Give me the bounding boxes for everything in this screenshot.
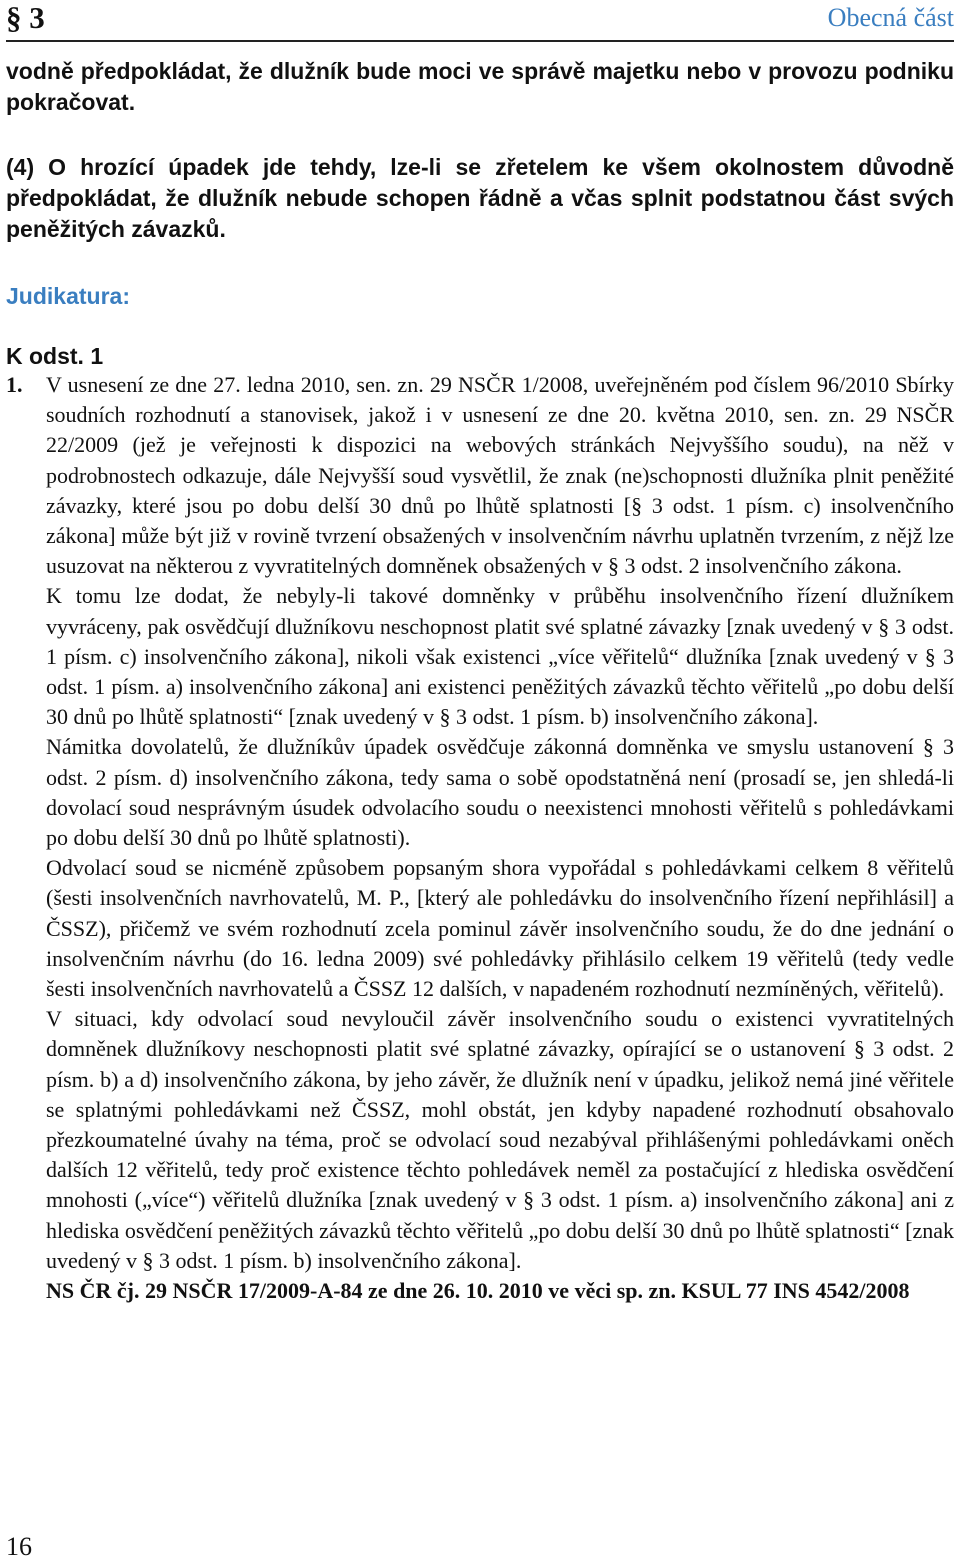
section-heading: K odst. 1 [6, 343, 104, 369]
judikatura-heading: Judikatura: [6, 283, 130, 309]
paragraph-4: (4) O hrozící úpadek jde tehdy, lze-li se zřetelem ke všem okolnostem důvodně předpokládat, že dlužník nebude schopen řádně a včas splnit podstatnou část svých peněžitých závazků. [6, 154, 954, 242]
item-number: 1. [6, 372, 23, 397]
judgment-paragraph: Odvolací soud se nicméně způsobem popsaným shora vypořádal s pohledávkami celkem 8 věřitelů (šesti insolvenčních navrhovatelů, M. P., [který ale pohledávku do insolvenčního řízení nepřihlásil] a ČSSZ), přičemž ve svém rozhodnutí zcela pominul závěr insolvenčního soudu, že do dne jednání o insolvenčním návrhu (do 16. ledna 2009) své pohledávky přihlásilo celkem 19 věřitelů (tedy vedle šesti insolvenčních navrhovatelů a ČSSZ 12 dalších, v napadeném rozhodnutí nezmíněných, věřitelů). [46, 855, 954, 1002]
page-number: 16 [6, 1532, 32, 1561]
judgment-body [46, 370, 954, 1306]
part-title: Obecná část [827, 3, 954, 32]
case-reference: NS ČR čj. 29 NSČR 17/2009-A-84 ze dne 26. 10. 2010 ve věci sp. zn. KSUL 77 INS 4542/2008 [46, 1278, 910, 1304]
judgment-paragraph: Námitka dovolatelů, že dlužníkův úpadek osvědčuje zákonná domněnka ve smyslu ustanovení § 3 odst. 2 písm. d) insolvenčního zákona, tedy sama o sobě opodstatněná není (prosadí se, jen shledá-li dovolací soud nesprávným úsudek odvolacího soudu o neexistenci mnohosti věřitelů s pohledávkami po dobu delší 30 dnů po lhůtě splatnosti). [46, 734, 954, 851]
section-number: § 3 [6, 0, 45, 35]
page-header [6, 0, 954, 42]
intro-text: vodně předpokládat, že dlužník bude moci ve správě majetku nebo v provozu podniku pokračovat. [6, 58, 954, 115]
judgment-paragraph: K tomu lze dodat, že nebyly-li takové domněnky v průběhu insolvenčního řízení dlužníkem vyvráceny, pak osvědčují dlužníkovu neschopnost platit své splatné závazky [znak uvedený v § 3 odst. 1 písm. c) insolvenčního zákona], nikoli však existenci „více věřitelů“ dlužníka [znak uvedený v § 3 odst. 1 písm. a) insolvenčního zákona] ani existenci peněžitých závazků těchto věřitelů „po dobu delší 30 dnů po lhůtě splatnosti“ [znak uvedený v § 3 odst. 1 písm. b) insolvenčního zákona]. [46, 583, 954, 730]
judgment-paragraph: V situaci, kdy odvolací soud nevyloučil závěr insolvenčního soudu o existenci vyvratitelných domněnek dlužníkovy neschopnosti platit své splatné závazky, opírající se o ustanovení § 3 odst. 2 písm. b) a d) insolvenčního zákona, by jeho závěr, že dlužník není v úpadku, jelikož nemá jiné věřitele se splatnými pohledávkami než ČSSZ, mohl obstát, jen kdyby napadené rozhodnutí obsahovalo přezkoumatelné úvahy na téma, proč se odvolací soud nezabýval přihlášenými pohledávkami oněch dalších 12 věřitelů, tedy proč existence těchto pohledávek neměl za postačující z hlediska osvědčení mnohosti („více“) věřitelů dlužníka [znak uvedený v § 3 odst. 1 písm. a) insolvenčního zákona] ani z hlediska osvědčení peněžitých závazků těchto věřitelů „po dobu delší 30 dnů po lhůtě splatnosti“ [znak uvedený v § 3 odst. 1 písm. b) insolvenčního zákona]. [46, 1006, 954, 1273]
judgment-paragraph: V usnesení ze dne 27. ledna 2010, sen. zn. 29 NSČR 1/2008, uveřejněném pod číslem 96/2010 Sbírky soudních rozhodnutí a stanovisek, jakož i v usnesení ze dne 20. května 2010, sen. zn. 29 NSČR 22/2009 (jež je veřejnosti k dispozici na webových stránkách Nejvyššího soudu), na něž v podrobnostech odkazuje, dále Nejvyšší soud vysvětlil, že znak (ne)schopnosti dlužníka plnit peněžité závazky, které jsou po dobu delší 30 dnů po lhůtě splatnosti [§ 3 odst. 1 písm. c) insolvenčního zákona] může být již v rovině tvrzení obsažených v insolvenčním návrhu uplatněn tvrzením, z nějž lze usuzovat na některou z vyvratitelných domněnek obsažených v § 3 odst. 2 insolvenčního zákona. [46, 372, 954, 579]
